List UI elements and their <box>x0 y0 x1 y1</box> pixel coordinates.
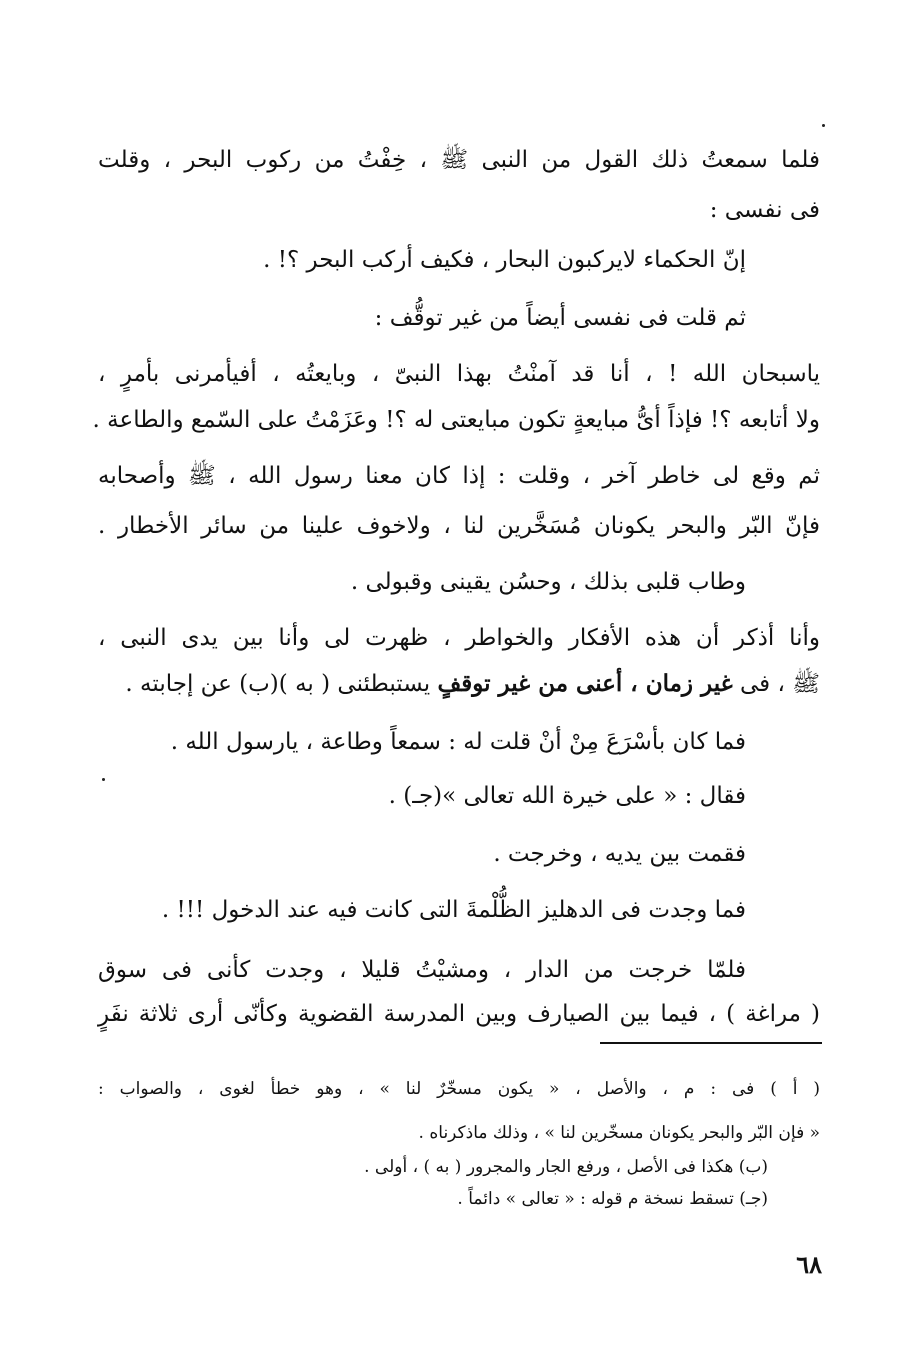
speck-mark <box>102 778 105 781</box>
footnote-line: « فإن البّر والبحر يكونان مسخّرين لنا » ، وذلك ماذكرناه . <box>418 1123 820 1143</box>
body-line: وطاب قلبى بذلك ، وحسُن يقينى وقبولى . <box>350 569 746 595</box>
footnote-line: (ب) هكذا فى الأصل ، ورفع الجار والمجرور ( به ) ، أولى . <box>364 1157 768 1177</box>
bold-phrase: غير زمان ، أعنى من غير توقفٍ <box>437 670 733 697</box>
body-line: فقال : « على خيرة الله تعالى »(جـ) . <box>388 783 746 809</box>
body-line-with-bold <box>98 668 820 700</box>
page-number: ٦٨ <box>796 1250 822 1279</box>
body-line: إنّ الحكماء لايركبون البحار ، فكيف أركب البحر ؟! . <box>263 247 746 273</box>
footnote-line: ( أ ) فى : م ، والأصل ، « يكون مسخّرٌ لنا » ، وهو خطأ لغوى ، والصواب : <box>98 1079 820 1099</box>
body-line: ثم وقع لى خاطر آخر ، وقلت : إذا كان معنا رسول الله ، ﷺ وأصحابه <box>98 463 820 489</box>
body-line: فما وجدت فى الدهليز الظُّلْمةَ التى كانت فيه عند الدخول !!! . <box>161 897 746 923</box>
footnote-line: (جـ) تسقط نسخة م قوله : « تعالى » دائماً . <box>457 1189 768 1209</box>
body-line: ثم قلت فى نفسى أيضاً من غير توقُّف : <box>374 305 746 331</box>
body-line: ( مراغة ) ، فيما بين الصيارف وبين المدرسة القضوية وكأنّى أرى ثلاثة نفَرٍ <box>98 1001 820 1027</box>
body-line-segment: ﷺ ، فى <box>732 671 820 697</box>
speck-mark <box>822 124 825 127</box>
body-line: ياسبحان الله ! ، أنا قد آمنْتُ بهذا النبىّ ، وبايعتُه ، أفيأمرنى بأمرٍ ، <box>98 361 820 387</box>
body-line: فى نفسى : <box>709 197 820 223</box>
body-line: فلما سمعتُ ذلك القول من النبى ﷺ ، خِفْتُ من ركوب البحر ، وقلت <box>98 147 820 173</box>
body-line: وأنا أذكر أن هذه الأفكار والخواطر ، ظهرت لى وأنا بين يدى النبى ، <box>98 625 820 651</box>
body-line: فما كان بأسْرَعَ مِنْ أنْ قلت له : سمعاً وطاعة ، يارسول الله . <box>170 729 746 755</box>
body-line: فقمت بين يديه ، وخرجت . <box>493 841 746 867</box>
body-line: فلمّا خرجت من الدار ، ومشيْتُ قليلا ، وجدت كأنى فى سوق <box>98 957 746 983</box>
body-line: ولا أتابعه ؟! فإذاً أىُّ مبايعةٍ تكون مبايعتى له ؟! وعَزَمْتُ على السّمع والطاعة . <box>92 407 820 433</box>
footnote-divider <box>600 1042 822 1044</box>
body-line-segment: يستبطئنى ( به )(ب) عن إجابته . <box>125 671 438 697</box>
body-line: فإنّ البّر والبحر يكونان مُسَخَّرين لنا ، ولاخوف علينا من سائر الأخطار . <box>98 513 820 539</box>
